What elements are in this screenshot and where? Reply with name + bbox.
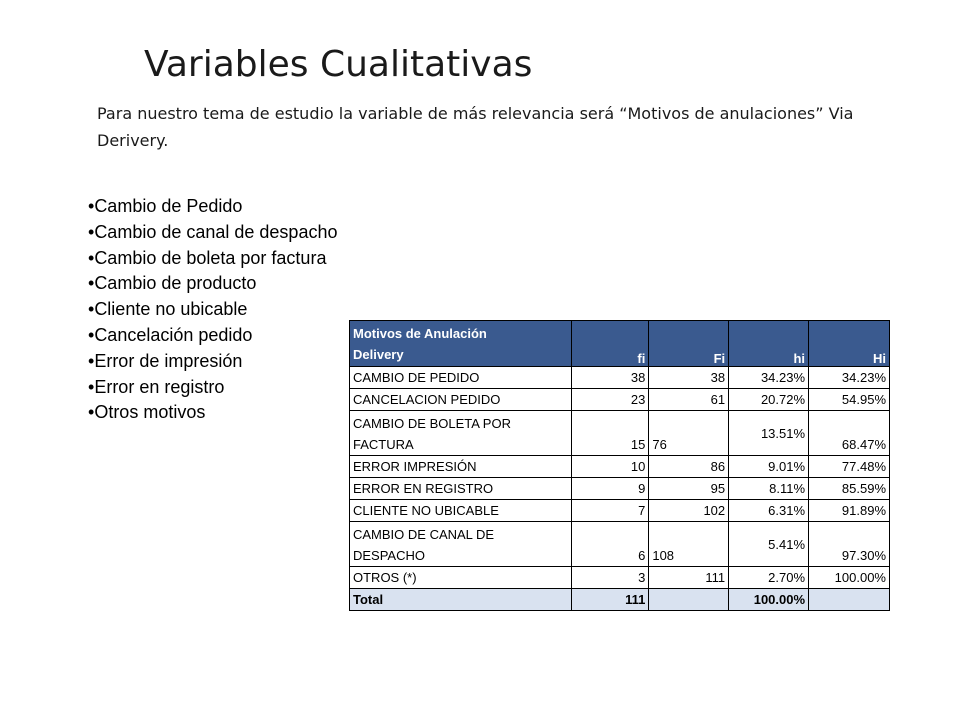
list-item: • Cliente no ubicable <box>88 297 337 323</box>
table-total-row: Total 111 100.00% <box>350 589 890 611</box>
header-category: Motivos de Anulación Delivery <box>350 321 572 367</box>
header-Hi: Hi <box>809 321 890 367</box>
list-item: • Cambio de boleta por factura <box>88 246 337 272</box>
motives-list <box>88 194 337 426</box>
table-row: CAMBIO DE BOLETA POR FACTURA 15 76 13.51% 68.47% <box>350 411 890 456</box>
header-fi: fi <box>571 321 649 367</box>
table-row: CANCELACION PEDIDO 23 61 20.72% 54.95% <box>350 389 890 411</box>
table-header-row <box>350 321 890 367</box>
frequency-table <box>349 320 890 611</box>
slide-title: Variables Cualitativas <box>144 44 533 85</box>
table-row: CAMBIO DE CANAL DE DESPACHO 6 108 5.41% 97.30% <box>350 522 890 567</box>
list-item: • Cambio de Pedido <box>88 194 337 220</box>
list-item: • Cancelación pedido <box>88 323 337 349</box>
header-hi: hi <box>729 321 809 367</box>
table-row: CLIENTE NO UBICABLE 7 102 6.31% 91.89% <box>350 500 890 522</box>
table-row: ERROR IMPRESIÓN 10 86 9.01% 77.48% <box>350 456 890 478</box>
header-Fi: Fi <box>649 321 729 367</box>
intro-paragraph: Para nuestro tema de estudio la variable de más relevancia será “Motivos de anulaciones” Via Derivery. <box>97 104 854 150</box>
list-item: • Error en registro <box>88 375 337 401</box>
list-item: • Cambio de canal de despacho <box>88 220 337 246</box>
list-item: • Cambio de producto <box>88 271 337 297</box>
table-row: CAMBIO DE PEDIDO 38 38 34.23% 34.23% <box>350 367 890 389</box>
list-item: • Otros motivos <box>88 400 337 426</box>
list-item: • Error de impresión <box>88 349 337 375</box>
table-row: OTROS (*) 3 111 2.70% 100.00% <box>350 567 890 589</box>
table-row: ERROR EN REGISTRO 9 95 8.11% 85.59% <box>350 478 890 500</box>
